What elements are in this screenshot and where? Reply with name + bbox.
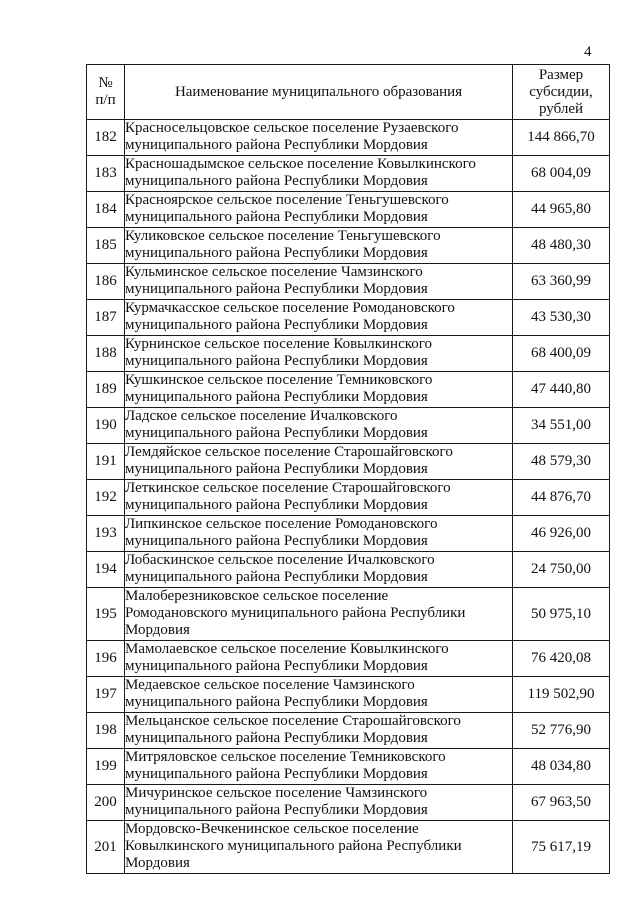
table-row (87, 480, 610, 516)
row-amount: 47 440,80 (513, 372, 610, 408)
row-name-line: Мордовско-Вечкенинское сельское поселение (125, 821, 419, 837)
row-number: 193 (87, 516, 125, 552)
row-amount: 34 551,00 (513, 408, 610, 444)
row-name-line: муниципального района Республики Мордовия (125, 658, 428, 674)
row-number: 187 (87, 300, 125, 336)
table-row (87, 677, 610, 713)
row-number: 191 (87, 444, 125, 480)
row-name-line: муниципального района Республики Мордовия (125, 317, 428, 333)
row-number: 200 (87, 785, 125, 821)
row-name-line: Красноярское сельское поселение Теньгушевского (125, 192, 449, 208)
row-number: 189 (87, 372, 125, 408)
row-name-line: Мичуринское сельское поселение Чамзинского (125, 785, 428, 801)
row-name-line: муниципального района Республики Мордовия (125, 137, 428, 153)
row-name-line: Кульминское сельское поселение Чамзинского (125, 264, 423, 280)
row-name-line: муниципального района Республики Мордовия (125, 173, 428, 189)
table-row (87, 516, 610, 552)
row-name-line: муниципального района Республики Мордовия (125, 497, 428, 513)
header-amount (513, 65, 610, 120)
row-name-line: Мамолаевское сельское поселение Ковылкинского (125, 641, 449, 657)
row-name-line: муниципального района Республики Мордовия (125, 425, 428, 441)
table-row (87, 228, 610, 264)
row-amount: 52 776,90 (513, 713, 610, 749)
table-row (87, 264, 610, 300)
row-number: 183 (87, 156, 125, 192)
row-name-line: муниципального района Республики Мордовия (125, 533, 428, 549)
row-amount: 76 420,08 (513, 641, 610, 677)
table-row (87, 300, 610, 336)
row-name-line: Леткинское сельское поселение Старошайговского (125, 480, 451, 496)
header-amount-line2: субсидии, (529, 83, 593, 100)
row-name-line: муниципального района Республики Мордовия (125, 461, 428, 477)
row-amount: 144 866,70 (513, 120, 610, 156)
row-amount: 68 400,09 (513, 336, 610, 372)
row-name (125, 821, 513, 874)
table-row (87, 821, 610, 874)
header-amount-line1: Размер (538, 66, 584, 83)
row-amount: 48 579,30 (513, 444, 610, 480)
row-amount: 24 750,00 (513, 552, 610, 588)
row-name-line: муниципального района Республики Мордовия (125, 209, 428, 225)
row-name-line: муниципального района Республики Мордовия (125, 389, 428, 405)
row-name-line: Малоберезниковское сельское поселение (125, 588, 389, 604)
row-name (125, 336, 513, 372)
row-name (125, 300, 513, 336)
table-row (87, 552, 610, 588)
table-row (87, 192, 610, 228)
row-name (125, 516, 513, 552)
row-name (125, 552, 513, 588)
row-name-line: муниципального района Республики Мордовия (125, 802, 428, 818)
row-number: 201 (87, 821, 125, 874)
row-name (125, 677, 513, 713)
row-number: 195 (87, 588, 125, 641)
row-name (125, 264, 513, 300)
row-number: 196 (87, 641, 125, 677)
row-number: 198 (87, 713, 125, 749)
table-header-row (87, 65, 610, 120)
page-number: 4 (584, 44, 592, 60)
row-name-line: Ковылкинского муниципального района Республики (125, 838, 462, 854)
row-number: 186 (87, 264, 125, 300)
table-row (87, 785, 610, 821)
row-name (125, 713, 513, 749)
table-row (87, 372, 610, 408)
table-row (87, 713, 610, 749)
row-name-line: муниципального района Республики Мордовия (125, 730, 428, 746)
row-name-line: муниципального района Республики Мордовия (125, 281, 428, 297)
row-name-line: Митряловское сельское поселение Темниковского (125, 749, 446, 765)
row-name-line: Мордовия (125, 855, 190, 871)
row-name-line: Курнинское сельское поселение Ковылкинского (125, 336, 433, 352)
subsidy-table (86, 64, 610, 874)
header-number-abbrev: п/п (95, 92, 116, 108)
row-name (125, 228, 513, 264)
row-amount: 75 617,19 (513, 821, 610, 874)
row-amount: 44 876,70 (513, 480, 610, 516)
row-number: 188 (87, 336, 125, 372)
header-number (87, 65, 125, 120)
row-number: 190 (87, 408, 125, 444)
row-name-line: муниципального района Республики Мордовия (125, 694, 428, 710)
row-number: 184 (87, 192, 125, 228)
table-row (87, 588, 610, 641)
row-name (125, 480, 513, 516)
row-name-line: Медаевское сельское поселение Чамзинского (125, 677, 415, 693)
row-number: 197 (87, 677, 125, 713)
row-amount: 63 360,99 (513, 264, 610, 300)
header-name: Наименование муниципального образования (125, 65, 513, 120)
table-row (87, 408, 610, 444)
row-amount: 50 975,10 (513, 588, 610, 641)
table-row (87, 444, 610, 480)
row-amount: 43 530,30 (513, 300, 610, 336)
row-number: 185 (87, 228, 125, 264)
row-amount: 48 480,30 (513, 228, 610, 264)
row-amount: 67 963,50 (513, 785, 610, 821)
row-name (125, 156, 513, 192)
row-name (125, 785, 513, 821)
header-amount-line3: рублей (538, 100, 584, 117)
table-row (87, 336, 610, 372)
row-name (125, 444, 513, 480)
row-name-line: Мордовия (125, 622, 190, 638)
row-amount: 44 965,80 (513, 192, 610, 228)
row-name (125, 588, 513, 641)
row-name-line: муниципального района Республики Мордовия (125, 766, 428, 782)
row-name-line: Кушкинское сельское поселение Темниковского (125, 372, 433, 388)
row-name (125, 192, 513, 228)
row-number: 192 (87, 480, 125, 516)
row-name-line: Липкинское сельское поселение Ромодановского (125, 516, 438, 532)
table-row (87, 156, 610, 192)
row-name-line: Лемдяйское сельское поселение Старошайговского (125, 444, 453, 460)
row-name-line: Лобаскинское сельское поселение Ичалковского (125, 552, 435, 568)
row-name-line: Красносельцовское сельское поселение Рузаевского (125, 120, 459, 136)
row-amount: 48 034,80 (513, 749, 610, 785)
row-name (125, 641, 513, 677)
table-row (87, 120, 610, 156)
row-amount: 119 502,90 (513, 677, 610, 713)
row-name-line: муниципального района Республики Мордовия (125, 245, 428, 261)
row-name-line: Ладское сельское поселение Ичалковского (125, 408, 398, 424)
row-name-line: Мельцанское сельское поселение Старошайговского (125, 713, 461, 729)
row-number: 182 (87, 120, 125, 156)
row-name-line: муниципального района Республики Мордовия (125, 353, 428, 369)
row-number: 194 (87, 552, 125, 588)
table-row (87, 749, 610, 785)
row-name (125, 408, 513, 444)
header-number-symbol: № (98, 75, 113, 91)
row-name-line: Ромодановского муниципального района Республики (125, 605, 466, 621)
row-name (125, 372, 513, 408)
row-name-line: Красношадымское сельское поселение Ковылкинского (125, 156, 476, 172)
row-name (125, 120, 513, 156)
row-amount: 46 926,00 (513, 516, 610, 552)
row-name-line: Курмачкасское сельское поселение Ромодановского (125, 300, 455, 316)
row-amount: 68 004,09 (513, 156, 610, 192)
row-name (125, 749, 513, 785)
table-row (87, 641, 610, 677)
row-name-line: муниципального района Республики Мордовия (125, 569, 428, 585)
row-name-line: Куликовское сельское поселение Теньгушевского (125, 228, 441, 244)
row-number: 199 (87, 749, 125, 785)
